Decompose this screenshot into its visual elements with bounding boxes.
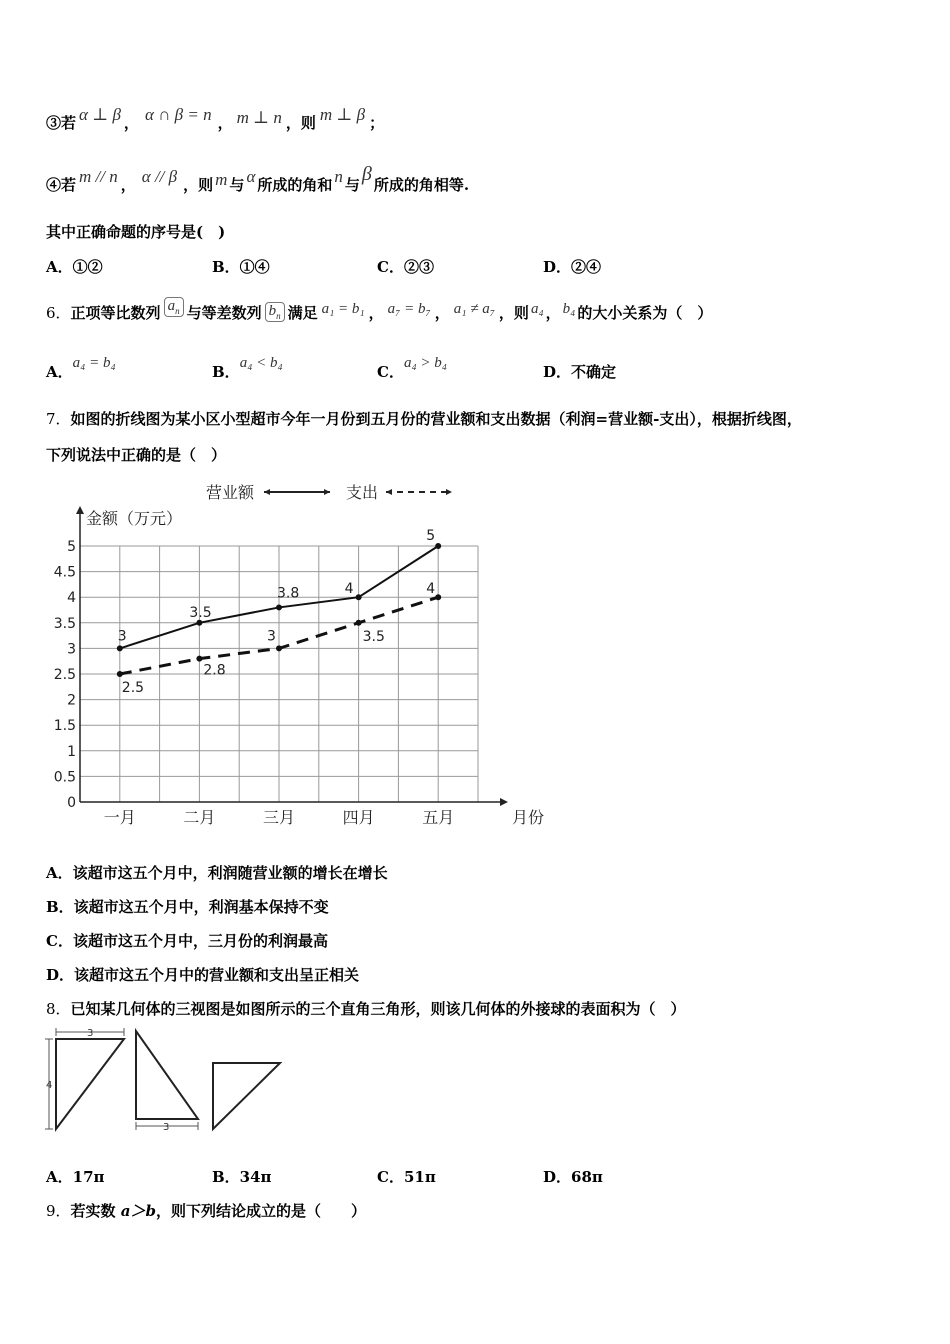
y-tick-label: 4 [67, 590, 76, 607]
y-tick-label: 2 [67, 692, 76, 709]
data-point-revenue [117, 645, 123, 651]
y-tick-label: 3 [67, 641, 76, 658]
sequence-b: $b_n$ [265, 302, 285, 322]
item-number: ③ [46, 114, 62, 132]
q8-option-a[interactable]: A．17π [46, 1168, 105, 1186]
q5-item-4: ④若 m // n ， α // β ，则 m 与 α 所成的角和 n 与 β 所成的角相等. [46, 163, 470, 194]
x-tick-label: 三月 [262, 808, 296, 827]
data-label-revenue: 3 [117, 628, 127, 645]
math-expr: a＞b [120, 1202, 156, 1220]
q5-option-d[interactable]: D．②④ [543, 258, 602, 276]
data-point-revenue [276, 604, 282, 610]
q9-stem: 9．若实数 a＞b，则下列结论成立的是（ ） [46, 1202, 367, 1220]
data-label-revenue: 4 [344, 581, 354, 598]
data-label-expense: 2.8 [203, 662, 226, 679]
y-tick-label: 0 [67, 795, 76, 811]
q5-option-c[interactable]: C．②③ [377, 258, 434, 276]
math-expr: m ⊥ n [236, 108, 282, 127]
q5-item-3: ③若 α ⊥ β ， α ∩ β = n ， m ⊥ n ，则 m ⊥ β ； [46, 105, 385, 132]
q8-stem: 8．已知某几何体的三视图是如图所示的三个直角三角形，则该几何体的外接球的表面积为（ ） [46, 1000, 686, 1018]
x-axis-title: 月份 [512, 808, 545, 827]
q8-option-d[interactable]: D．68π [543, 1168, 603, 1186]
legend-label-revenue: 营业额 [206, 483, 255, 502]
q7-stem-line2: 下列说法中正确的是（ ） [46, 446, 227, 464]
data-point-expense [276, 645, 282, 651]
data-label-expense: 2.5 [121, 680, 145, 696]
data-point-revenue [435, 543, 441, 549]
y-tick-label: 4.5 [53, 564, 76, 581]
legend-arrow [324, 489, 330, 495]
legend-label-expense: 支出 [346, 483, 379, 502]
y-tick-label: 1 [67, 743, 76, 760]
q7-option-d[interactable]: D．该超市这五个月中的营业额和支出呈正相关 [46, 966, 360, 984]
math-expr: a₄ [530, 301, 544, 317]
data-label-expense: 3 [267, 628, 276, 645]
side-view-triangle [136, 1031, 198, 1119]
y-tick-label: 2.5 [53, 667, 76, 683]
dim-bottom-label: 3 [163, 1122, 170, 1133]
math-expr: a₁ = b₁ [321, 301, 365, 317]
x-axis-arrow [500, 798, 508, 806]
math-expr: α // β [141, 167, 178, 186]
q6-option-a[interactable]: A．a₄ = b₄ [46, 355, 116, 381]
x-tick-label: 五月 [422, 808, 455, 827]
q6-option-d[interactable]: D．不确定 [543, 363, 617, 381]
q8-option-b[interactable]: B．34π [212, 1168, 272, 1186]
data-label-revenue: 3.8 [277, 585, 300, 602]
three-view-figure [40, 1025, 300, 1140]
math-expr: α ∩ β = n [144, 105, 212, 124]
data-point-revenue [356, 594, 362, 600]
data-label-revenue: 5 [426, 528, 436, 544]
q6-stem: 6．正项等比数列 $a_n$ 与等差数列 $b_n$ 满足 a₁ = b₁ ， a₇ = b₇ ， a₁ ≠ a₇ ，则 a₄ ， b₄ 的大小关系为（ ） [46, 298, 713, 322]
x-tick-label: 四月 [342, 808, 375, 827]
data-point-expense [356, 620, 362, 626]
legend-arrow [386, 489, 392, 495]
x-tick-label: 一月 [103, 808, 136, 827]
math-expr: m [215, 170, 228, 189]
math-expr: a₁ ≠ a₇ [453, 301, 495, 317]
x-tick-label: 二月 [183, 808, 216, 827]
q7-option-b[interactable]: B．该超市这五个月中，利润基本保持不变 [46, 898, 329, 916]
q8-option-c[interactable]: C．51π [377, 1168, 436, 1186]
line-chart [40, 475, 545, 840]
math-expr: m // n [79, 167, 118, 186]
math-expr: a₇ = b₇ [387, 301, 431, 317]
math-expr: b₄ [562, 301, 576, 317]
data-label-expense: 4 [426, 581, 436, 598]
y-tick-label: 3.5 [53, 615, 76, 632]
data-point-expense [196, 656, 202, 662]
math-expr: β [361, 163, 372, 185]
sequence-a: $a_n$ [164, 297, 184, 317]
q7-option-a[interactable]: A．该超市这五个月中，利润随营业额的增长在增长 [46, 864, 388, 882]
math-expr: m ⊥ β [319, 105, 366, 124]
q7-stem-line1: 7．如图的折线图为某小区小型超市今年一月份到五月份的营业额和支出数据（利润=营业额-支出），根据折线图， [46, 410, 802, 428]
data-label-revenue: 3.5 [189, 604, 212, 621]
legend-arrow [446, 489, 452, 495]
q5-option-b[interactable]: B．①④ [212, 258, 270, 276]
front-view-triangle [56, 1039, 124, 1129]
q7-option-c[interactable]: C．该超市这五个月中，三月份的利润最高 [46, 932, 328, 950]
math-expr: α ⊥ β [79, 105, 121, 124]
legend-arrow [264, 489, 270, 495]
y-axis-title: 金额（万元） [86, 509, 183, 528]
y-axis-arrow [76, 506, 84, 514]
data-point-expense [435, 594, 441, 600]
data-label-expense: 3.5 [362, 628, 385, 645]
y-tick-label: 5 [67, 539, 76, 555]
dim-top-label: 3 [87, 1028, 94, 1039]
y-tick-label: 0.5 [53, 769, 76, 786]
math-expr: n [334, 167, 343, 186]
dim-left-label: 4 [46, 1080, 53, 1091]
math-expr: α [246, 167, 256, 186]
q5-option-a[interactable]: A．①② [46, 258, 103, 276]
q6-option-c[interactable]: C．a₄ > b₄ [377, 355, 448, 381]
top-view-triangle [213, 1063, 280, 1129]
q6-option-b[interactable]: B．a₄ < b₄ [212, 355, 283, 381]
y-tick-label: 1.5 [53, 718, 76, 735]
q5-prompt: 其中正确命题的序号是( ) [46, 223, 226, 241]
data-point-expense [117, 671, 123, 677]
